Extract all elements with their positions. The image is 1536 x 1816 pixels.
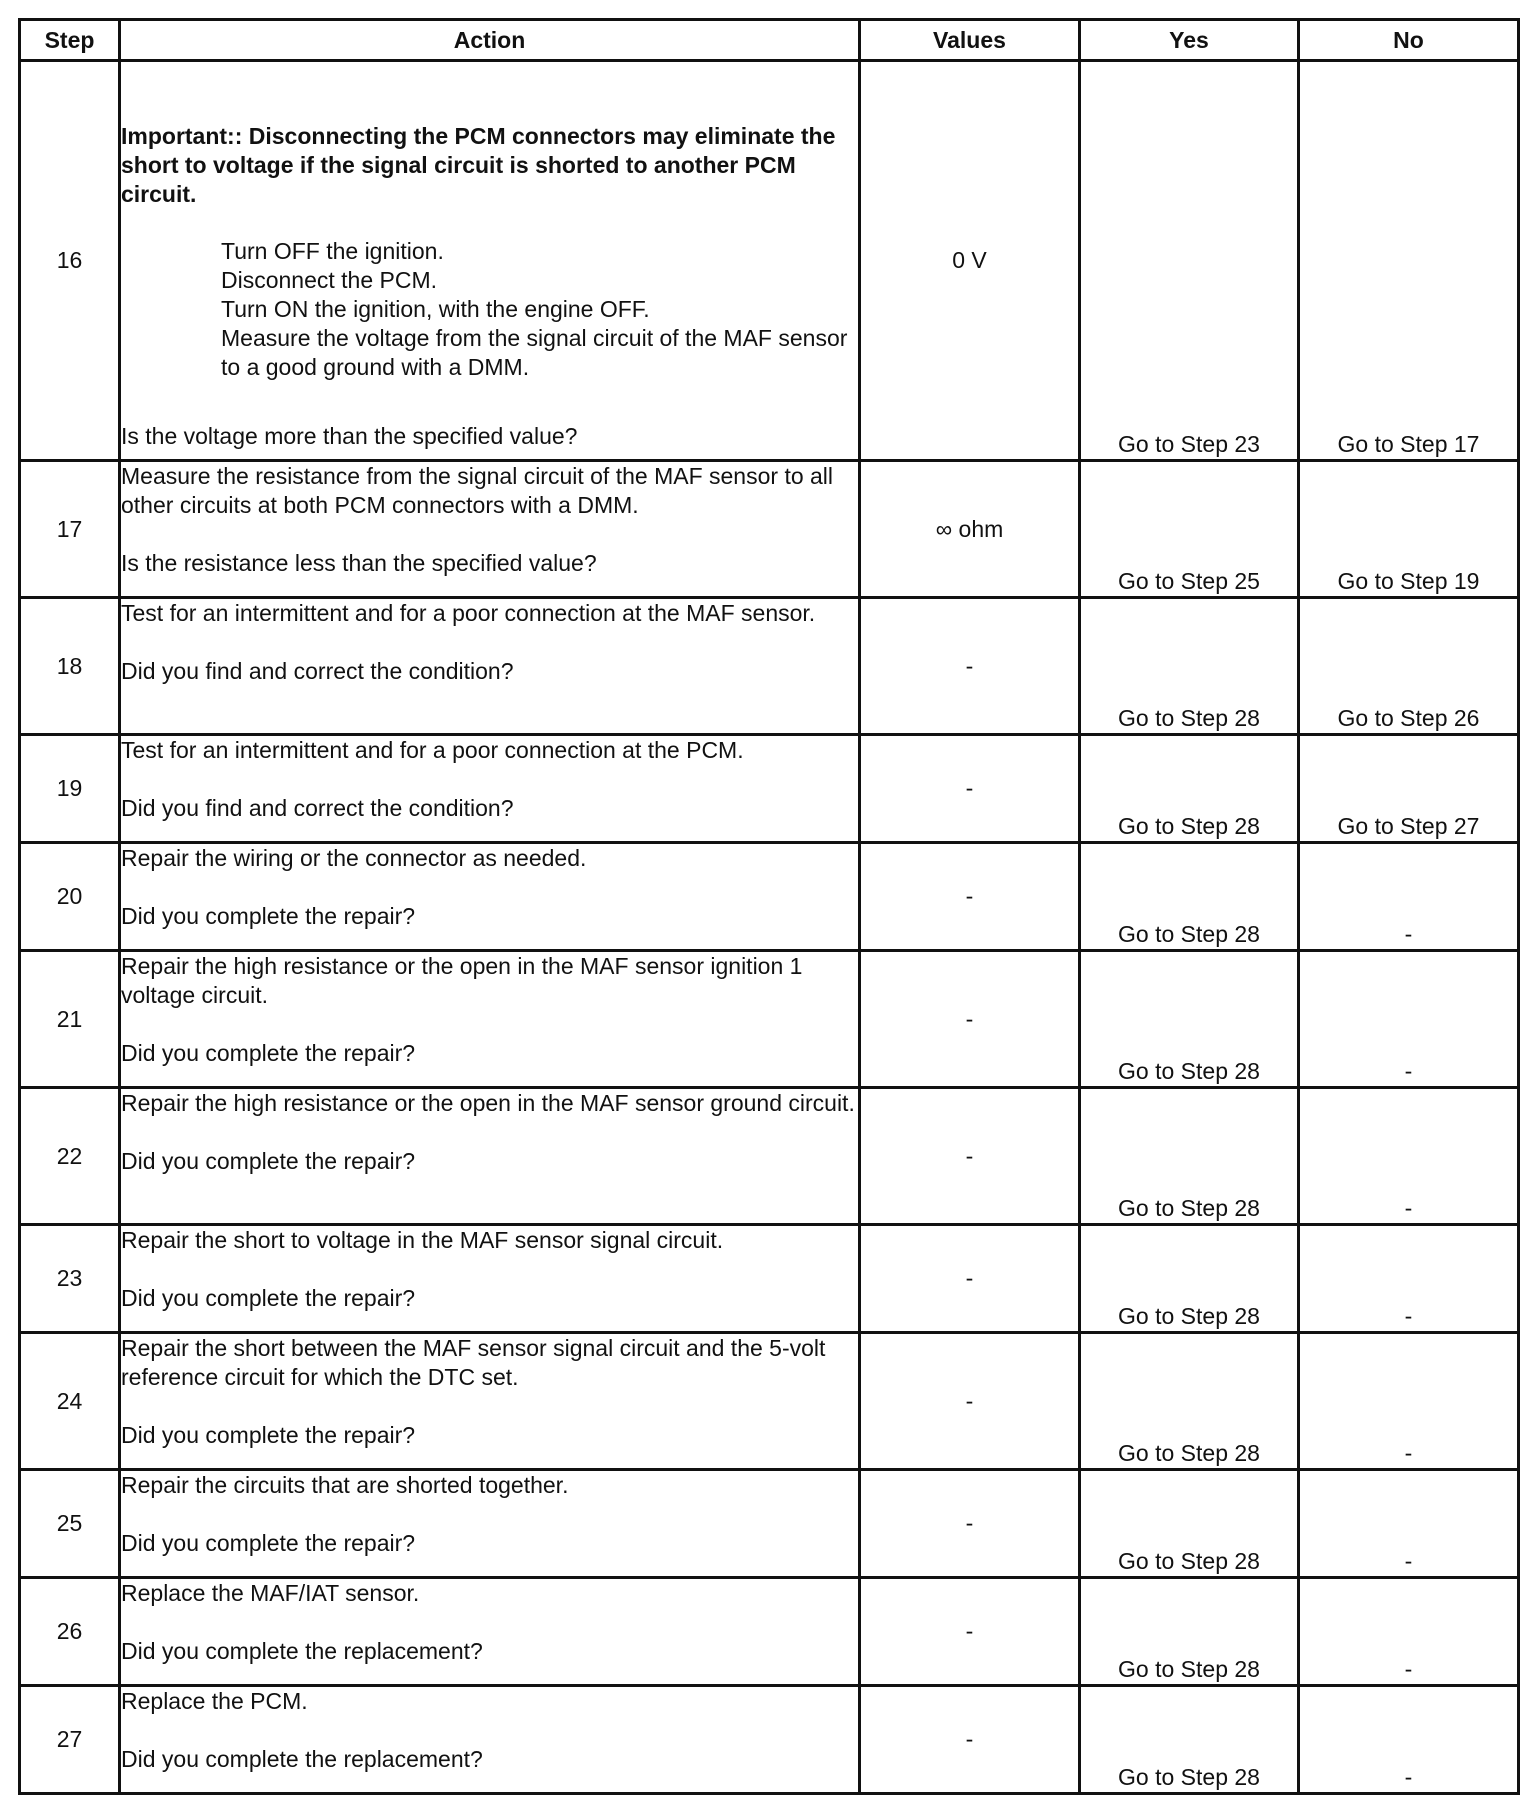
table-row <box>20 843 1519 951</box>
question: Is the voltage more than the specified value? <box>121 423 578 449</box>
instruction: Repair the short between the MAF sensor signal circuit and the 5-volt reference circuit for which the DTC set. <box>121 1335 826 1390</box>
table-row <box>20 461 1519 598</box>
value-cell: - <box>860 951 1080 1088</box>
value-cell: - <box>860 1686 1080 1794</box>
action-cell <box>120 1470 860 1578</box>
table-row <box>20 735 1519 843</box>
question: Did you find and correct the condition? <box>121 795 514 821</box>
action-cell <box>120 843 860 951</box>
question: Did you complete the replacement? <box>121 1638 483 1664</box>
action-cell <box>120 951 860 1088</box>
action-cell <box>120 1088 860 1225</box>
table-row <box>20 1225 1519 1333</box>
no-cell: Go to Step 26 <box>1299 598 1519 735</box>
instruction: Repair the short to voltage in the MAF sensor signal circuit. <box>121 1227 724 1253</box>
step-number: 19 <box>20 735 120 843</box>
value-cell: - <box>860 735 1080 843</box>
yes-cell: Go to Step 28 <box>1080 1470 1299 1578</box>
step-number: 20 <box>20 843 120 951</box>
yes-cell: Go to Step 28 <box>1080 1578 1299 1686</box>
no-cell: - <box>1299 1578 1519 1686</box>
step-number: 25 <box>20 1470 120 1578</box>
no-cell: - <box>1299 1686 1519 1794</box>
table-row <box>20 1088 1519 1225</box>
value-cell: - <box>860 1088 1080 1225</box>
yes-cell: Go to Step 28 <box>1080 843 1299 951</box>
no-cell: - <box>1299 1333 1519 1470</box>
important-note: Important:: Disconnecting the PCM connectors may eliminate the short to voltage if the signal circuit is shorted to another PCM circuit. <box>121 123 836 207</box>
question: Did you complete the repair? <box>121 1040 416 1066</box>
instruction: Repair the high resistance or the open in the MAF sensor ignition 1 voltage circuit. <box>121 953 803 1008</box>
value-cell: - <box>860 1333 1080 1470</box>
yes-cell: Go to Step 28 <box>1080 951 1299 1088</box>
question: Did you complete the replacement? <box>121 1746 483 1772</box>
action-cell <box>120 1333 860 1470</box>
step-number: 23 <box>20 1225 120 1333</box>
table-row <box>20 61 1519 461</box>
substep: Measure the voltage from the signal circuit of the MAF sensor to a good ground with a DMM. <box>221 325 848 380</box>
substep: Turn OFF the ignition. <box>221 238 444 264</box>
value-cell: - <box>860 1578 1080 1686</box>
no-cell: - <box>1299 1470 1519 1578</box>
header-values: Values <box>860 20 1080 61</box>
question: Did you find and correct the condition? <box>121 658 514 684</box>
yes-cell: Go to Step 25 <box>1080 461 1299 598</box>
yes-cell: Go to Step 28 <box>1080 735 1299 843</box>
question: Did you complete the repair? <box>121 903 416 929</box>
action-cell <box>120 1578 860 1686</box>
instruction: Test for an intermittent and for a poor connection at the MAF sensor. <box>121 600 816 626</box>
substep: Disconnect the PCM. <box>221 267 438 293</box>
step-number: 24 <box>20 1333 120 1470</box>
step-number: 22 <box>20 1088 120 1225</box>
no-cell: - <box>1299 1225 1519 1333</box>
instruction: Repair the circuits that are shorted together. <box>121 1472 569 1498</box>
substep-list <box>121 237 858 382</box>
no-cell: - <box>1299 951 1519 1088</box>
yes-cell: Go to Step 28 <box>1080 1686 1299 1794</box>
table-row <box>20 951 1519 1088</box>
action-cell <box>120 735 860 843</box>
table-row <box>20 1686 1519 1794</box>
instruction: Test for an intermittent and for a poor connection at the PCM. <box>121 737 744 763</box>
action-cell <box>120 1225 860 1333</box>
action-cell <box>120 598 860 735</box>
question: Did you complete the repair? <box>121 1422 416 1448</box>
no-cell: Go to Step 19 <box>1299 461 1519 598</box>
table-row <box>20 598 1519 735</box>
step-number: 18 <box>20 598 120 735</box>
question: Did you complete the repair? <box>121 1148 416 1174</box>
action-cell <box>120 61 860 461</box>
header-row <box>20 20 1519 61</box>
step-number: 17 <box>20 461 120 598</box>
value-cell: ∞ ohm <box>860 461 1080 598</box>
no-cell: - <box>1299 843 1519 951</box>
step-number: 16 <box>20 61 120 461</box>
instruction: Measure the resistance from the signal circuit of the MAF sensor to all other circuits at both PCM connectors with a DMM. <box>121 463 834 518</box>
instruction: Replace the PCM. <box>121 1688 308 1714</box>
value-cell: 0 V <box>860 61 1080 461</box>
instruction: Repair the high resistance or the open in the MAF sensor ground circuit. <box>121 1090 855 1116</box>
yes-cell: Go to Step 28 <box>1080 1225 1299 1333</box>
step-number: 26 <box>20 1578 120 1686</box>
yes-cell: Go to Step 28 <box>1080 1333 1299 1470</box>
action-cell <box>120 1686 860 1794</box>
yes-cell: Go to Step 23 <box>1080 61 1299 461</box>
question: Is the resistance less than the specified value? <box>121 550 597 576</box>
substep: Turn ON the ignition, with the engine OFF. <box>221 296 650 322</box>
no-cell: Go to Step 17 <box>1299 61 1519 461</box>
yes-cell: Go to Step 28 <box>1080 1088 1299 1225</box>
no-cell: - <box>1299 1088 1519 1225</box>
value-cell: - <box>860 598 1080 735</box>
question: Did you complete the repair? <box>121 1285 416 1311</box>
question: Did you complete the repair? <box>121 1530 416 1556</box>
value-cell: - <box>860 1225 1080 1333</box>
diagnostic-table <box>18 18 1520 1795</box>
table-row <box>20 1470 1519 1578</box>
step-number: 27 <box>20 1686 120 1794</box>
step-number: 21 <box>20 951 120 1088</box>
instruction: Repair the wiring or the connector as needed. <box>121 845 587 871</box>
table-row <box>20 1333 1519 1470</box>
action-cell <box>120 461 860 598</box>
header-step: Step <box>20 20 120 61</box>
header-yes: Yes <box>1080 20 1299 61</box>
table-row <box>20 1578 1519 1686</box>
header-action: Action <box>120 20 860 61</box>
header-no: No <box>1299 20 1519 61</box>
no-cell: Go to Step 27 <box>1299 735 1519 843</box>
value-cell: - <box>860 843 1080 951</box>
value-cell: - <box>860 1470 1080 1578</box>
instruction: Replace the MAF/IAT sensor. <box>121 1580 420 1606</box>
yes-cell: Go to Step 28 <box>1080 598 1299 735</box>
